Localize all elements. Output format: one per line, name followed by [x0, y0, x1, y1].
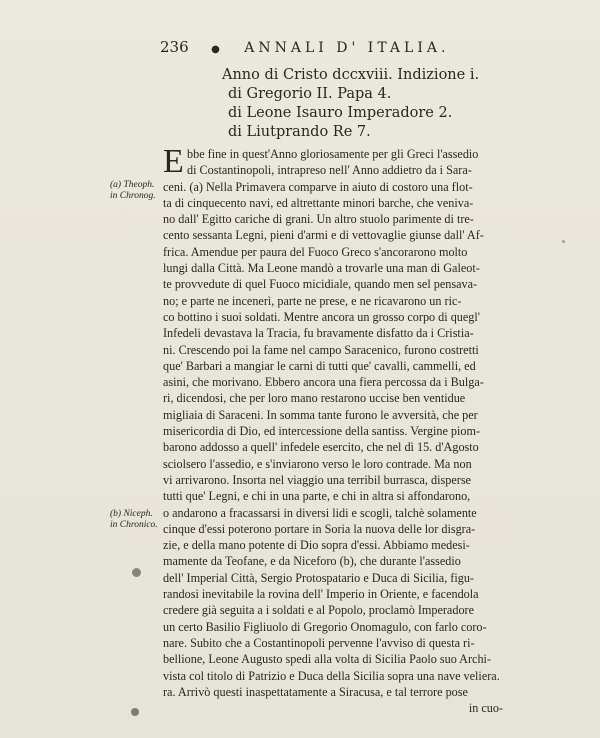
body-line: zie, e della mano potente di Dio sopra d'essi. Abbiamo medesi- [163, 538, 470, 553]
body-line: un certo Basilio Figliuolo di Gregorio Onomagulo, con farlo coro- [163, 619, 487, 634]
margin-note-a-line2: in Chronog. [110, 191, 156, 201]
body-line: credere già seguita a i soldati e al Popolo, proclamò Imperadore [163, 603, 475, 618]
year-line-pope: di Gregorio II. Papa 4. [228, 86, 392, 102]
ink-speck [131, 708, 139, 716]
ink-speck [562, 240, 565, 243]
body-line: vi arrivarono. Insorta nel viaggio una terribil burrasca, disperse [163, 472, 471, 487]
year-heading [222, 66, 479, 142]
body-line: misericordia di Dio, ed intercessione della santiss. Vergine piom- [163, 424, 481, 439]
body-line: nare. Subito che a Costantinopoli pervenne l'avviso di questa ri- [163, 635, 475, 650]
year-line-christ: Anno di Cristo dccxviii. Indizione i. [222, 67, 480, 83]
margin-note-a [110, 180, 162, 202]
margin-note-b-line1: (b) Niceph. [110, 509, 153, 519]
body-line: Infedeli devastava la Tracia, fu bravamente disfatto da i Cristia- [163, 326, 474, 341]
body-line: no dall' Egitto cariche di grani. Un altro stuolo parimente di tre- [163, 212, 474, 227]
body-line: randosi inevitabile la rovina dell' Imperio in Oriente, e facendola [163, 587, 479, 602]
year-line-king: di Liutprando Re 7. [228, 124, 371, 140]
body-line: vista col titolo di Patrizio e Duca della Sicilia sopra una nave veliera. [163, 668, 500, 683]
body-line: no; e parte ne incenerì, parte ne prese, e ne ricavarono un ric- [163, 293, 462, 308]
body-line: mamente da Teofane, e da Niceforo (b), che durante l'assedio [163, 554, 461, 569]
body-line: cento sessanta Legni, pieni d'armi e di vettovaglie giunse dall' Af- [163, 228, 484, 243]
body-line: ceni. (a) Nella Primavera comparve in aiuto di costoro una flot- [163, 179, 473, 194]
body-line: ta di cinquecento navi, ed altrettante minori barche, che veniva- [163, 195, 474, 210]
body-line: cinque d'essi poterono portare in Soria la nuova delle lor disgra- [163, 521, 476, 536]
body-line: te provvedute di quel Fuoco micidiale, quando men sel pensava- [163, 277, 478, 292]
margin-note-b-line2: in Chronico. [110, 520, 158, 530]
drop-cap: E [163, 143, 184, 180]
body-line: ri, dicendosi, che per loro mano restarono uccise ben ventidue [163, 391, 466, 406]
body-line: sciolsero l'assedio, e s'inviarono verso le loro contrade. Ma non [163, 456, 472, 471]
catchword: in cuo- [468, 701, 503, 716]
body-line: lungi dalla Città. Ma Leone mandò a trovarle una man di Galeot- [163, 261, 480, 276]
body-line: co bottino i suoi soldati. Mentre ancora un grosso corpo di quegl' [163, 309, 480, 324]
body-line: que' Barbari a mangiar le carni di tutti que' cavalli, cammelli, ed [163, 358, 476, 373]
margin-note-b [110, 509, 162, 531]
body-line: barono addosso a quell' infedele esercito, che nel dì 15. d'Agosto [163, 440, 479, 455]
running-header [160, 38, 540, 56]
body-text [163, 143, 505, 716]
body-line: tutti que' Legni, e chi in una parte, e chi in altra si affondarono, [163, 489, 471, 504]
body-line-text: bbe fine in quest'Anno gloriosamente per gli Greci l'assedio [187, 147, 479, 161]
body-line: o andarono a fracassarsi in diversi lidi e scogli, talchè solamente [163, 505, 477, 520]
body-line: migliaia di Saraceni. In somma tante furono le avversità, che per [163, 407, 478, 422]
body-line: ni. Crescendo poi la fame nel campo Saracenico, furono costretti [163, 342, 479, 357]
page-number: 236 [160, 38, 189, 56]
margin-note-a-line1: (a) Theoph. [110, 180, 155, 190]
body-line: frica. Amendue per paura del Fuoco Greco s'ancorarono molto [163, 244, 468, 259]
ink-speck [132, 568, 141, 577]
body-line: bellione, Leone Augusto spedì alla volta di Sicilia Paolo suo Archi- [163, 652, 491, 667]
body-line: di Costantinopoli, intrapreso nell' Anno addietro da i Sara- [187, 163, 472, 178]
header-bullet: ● [211, 44, 224, 55]
body-line: ra. Arrivò questi inaspettatamente a Siracusa, e tal terrore pose [163, 684, 468, 699]
body-line: asini, che morivano. Ebbero ancora una fiera percossa da i Bulga- [163, 375, 484, 390]
body-line: dell' Imperial Città, Sergio Protospatario e Duca di Sicilia, figu- [163, 570, 474, 585]
running-title: ANNALI D' ITALIA. [244, 40, 450, 56]
year-line-emperor: di Leone Isauro Imperadore 2. [228, 105, 453, 121]
